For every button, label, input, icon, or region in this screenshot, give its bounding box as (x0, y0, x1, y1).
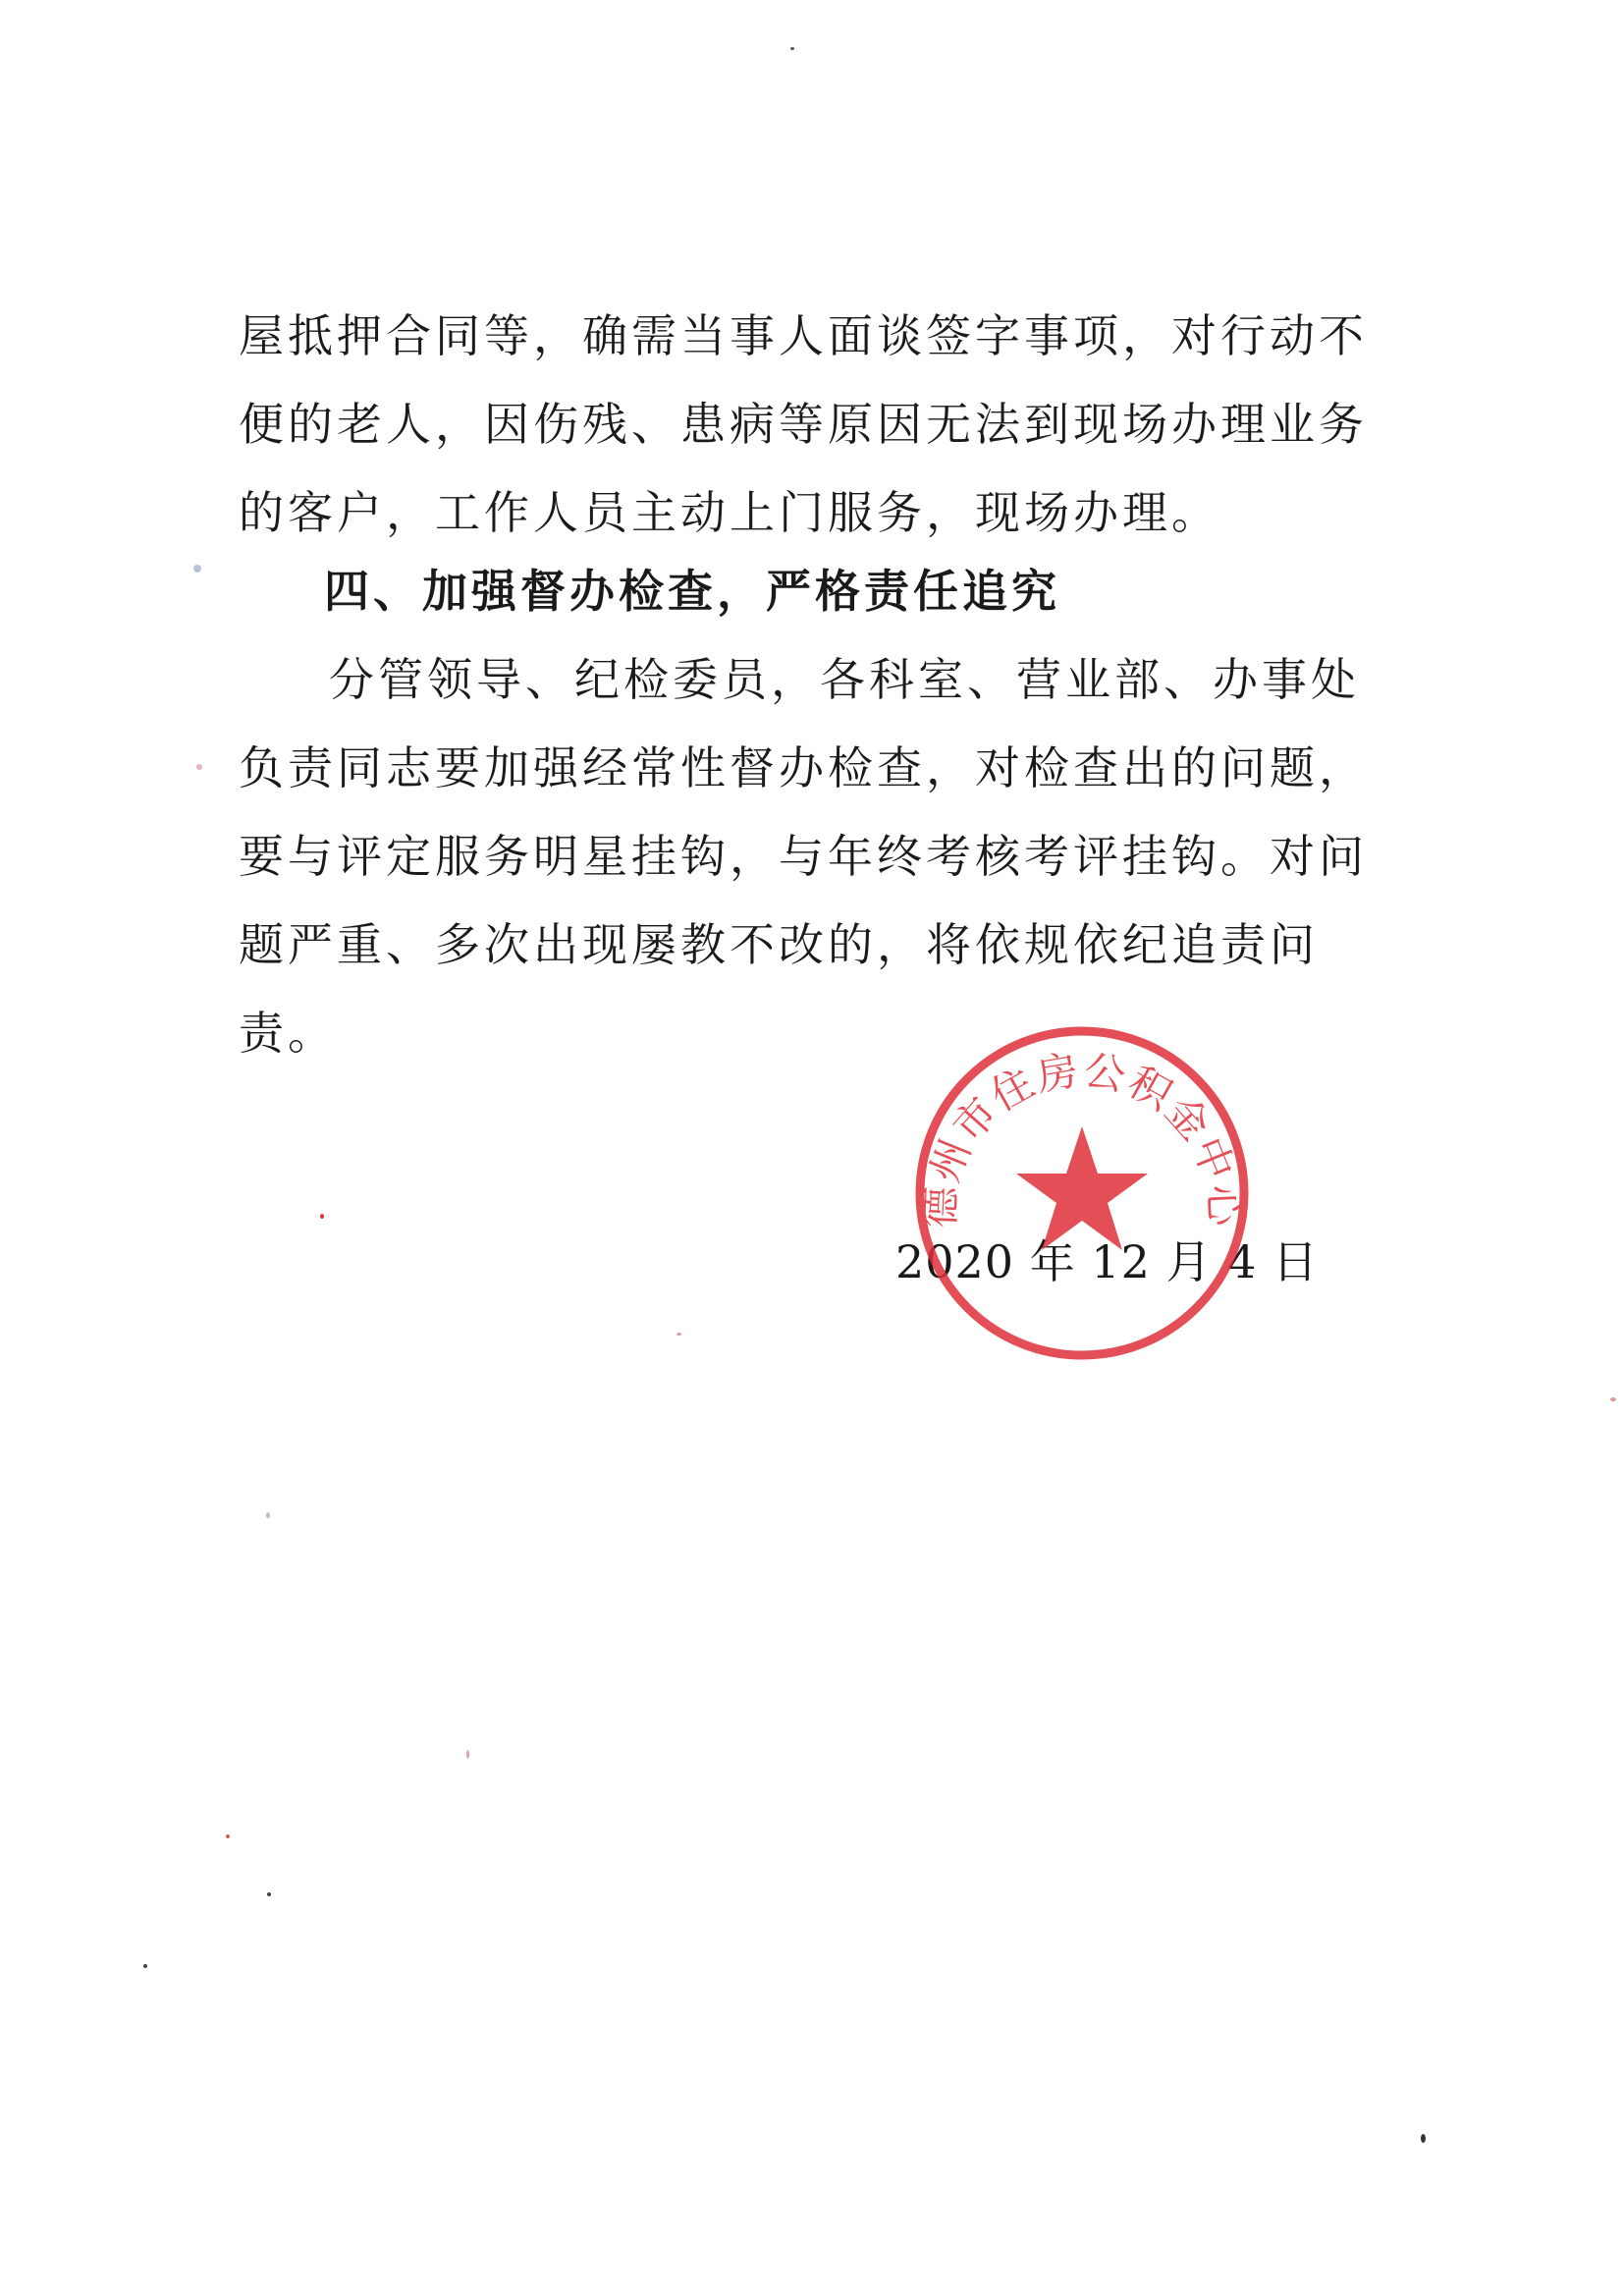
seal-star-icon (1016, 1126, 1148, 1250)
scan-speck (193, 565, 201, 573)
scan-speck (790, 47, 794, 50)
scan-speck (1610, 1397, 1616, 1401)
paragraph-2: 分管领导、纪检委员，各科室、营业部、办事处负责同志要加强经常性督办检查，对检查出的问题，要与评定服务明星挂钩，与年终考核考评挂钩。对问题严重、多次出现屡教不改的，将依规依纪追责问责。 (239, 653, 1368, 1060)
seal-text: 德州市住房公积金中心 (915, 1045, 1249, 1230)
scan-speck (143, 1964, 147, 1968)
scan-speck (267, 1892, 271, 1896)
official-seal-stamp (905, 1016, 1259, 1370)
document-date: 2020 年 12 月 4 日 (895, 1235, 1319, 1288)
scan-speck (196, 764, 202, 770)
scan-speck (1421, 2134, 1426, 2143)
paragraph-1: 屋抵押合同等，确需当事人面谈签字事项，对行动不便的老人，因伤残、患病等原因无法到现场办理业务的客户，工作人员主动上门服务，现场办理。 (239, 309, 1368, 539)
scan-speck (266, 1512, 270, 1518)
scan-speck (466, 1750, 469, 1759)
scan-speck (226, 1834, 230, 1838)
scan-speck (320, 1214, 324, 1219)
section-heading: 四、加强督办检查，严格责任追究 (324, 565, 1060, 618)
scan-speck (676, 1333, 681, 1336)
